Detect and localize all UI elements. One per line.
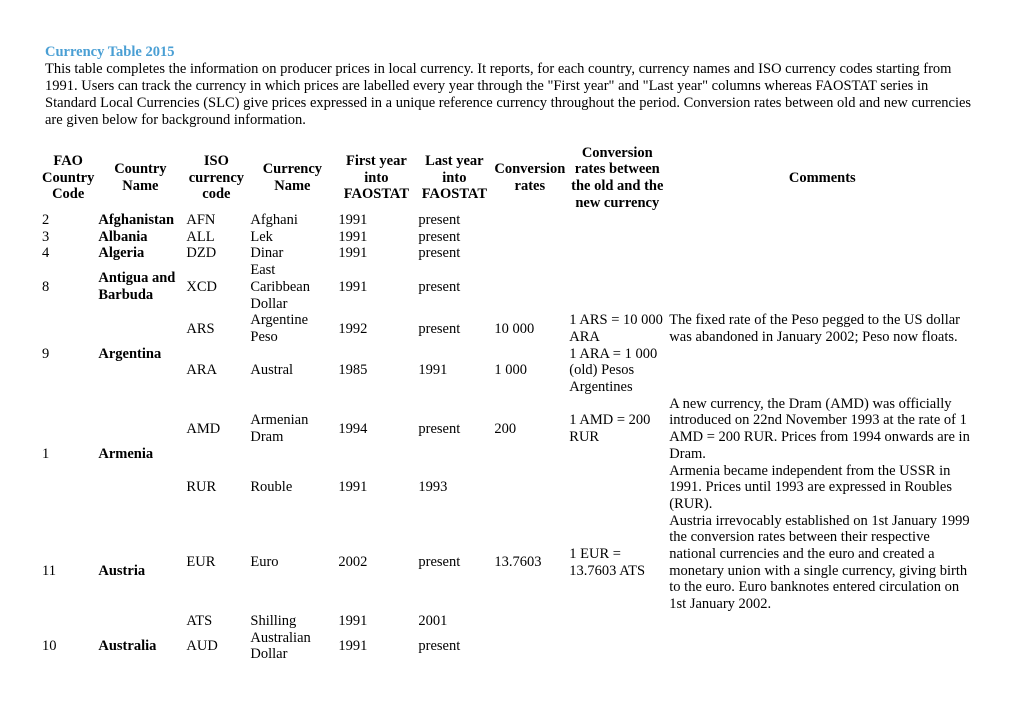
cell-conversion-rate: 200 — [494, 420, 517, 437]
cell-currency: Dinar — [250, 245, 284, 262]
cell-conversion-between: 1 EUR = 13.7603 ATS — [569, 546, 646, 579]
header-conversion-rates: Conversion rates — [494, 161, 566, 194]
cell-code: 9 — [42, 345, 50, 362]
cell-conversion-between: 1 ARA = 1 000 (old) Pesos Argentines — [569, 345, 658, 396]
header-conversion-between: Conversion rates between the old and the new currency — [571, 144, 664, 211]
cell-code: 8 — [42, 278, 50, 295]
cell-last-year: 2001 — [418, 612, 448, 629]
cell-iso: XCD — [186, 278, 217, 295]
cell-code: 3 — [42, 228, 50, 245]
cell-last-year: present — [418, 212, 461, 228]
cell-conversion-between: 1 ARS = 10 000 ARA — [569, 312, 663, 345]
header-first-year: First year into FAOSTAT — [343, 152, 409, 203]
cell-last-year: present — [418, 228, 461, 245]
cell-iso: ARA — [186, 362, 217, 379]
table-row-armenia-amd — [40, 396, 977, 463]
cell-country: Austria — [98, 562, 146, 579]
table-row-albania — [40, 229, 977, 246]
cell-conversion-rate: 13.7603 — [494, 554, 542, 571]
table-row-algeria — [40, 245, 977, 262]
cell-first-year: 1992 — [338, 320, 368, 337]
header-fao-code: FAO Country Code — [42, 152, 95, 203]
header-row — [40, 144, 977, 212]
cell-iso: DZD — [186, 245, 217, 262]
cell-comment: A new currency, the Dram (AMD) was officially introduced on 22nd November 1993 at the rate of 1 AMD = 200 RUR. Prices from 1994 onwards are in Dram. — [669, 395, 970, 462]
cell-iso: AFN — [186, 212, 216, 228]
header-comments: Comments — [788, 169, 856, 186]
cell-country: Armenia — [98, 445, 154, 462]
cell-iso: ARS — [186, 320, 215, 337]
cell-last-year: present — [418, 637, 461, 654]
cell-first-year: 1991 — [338, 228, 368, 245]
cell-first-year: 1991 — [338, 479, 368, 496]
currency-table — [40, 144, 977, 663]
cell-last-year: 1993 — [418, 479, 448, 496]
cell-code: 10 — [42, 637, 57, 654]
cell-iso: ATS — [186, 612, 213, 629]
cell-currency: Afghani — [250, 212, 298, 228]
cell-currency: Australian Dollar — [250, 629, 311, 663]
cell-currency: Lek — [250, 228, 273, 245]
table-row-afghanistan — [40, 212, 977, 229]
header-last-year: Last year into FAOSTAT — [421, 152, 487, 203]
cell-country: Antigua and Barbuda — [98, 270, 176, 304]
cell-first-year: 1985 — [338, 362, 368, 379]
cell-first-year: 1991 — [338, 278, 368, 295]
cell-iso: ALL — [186, 228, 215, 245]
intro-paragraph: This table completes the information on producer prices in local currency. It reports, for each country, currency names and ISO currency codes starting from 1991. Users can track the currency in which prices are labelled every year through the "First year" and "Last year" columns whereas FAOSTAT series in Standard Local Currencies (SLC) give prices expressed in a unique reference currency throughout the period. Conversion rates between old and new currencies are given below for background information. — [45, 61, 972, 128]
cell-country: Algeria — [98, 245, 145, 262]
cell-country: Afghanistan — [98, 212, 175, 228]
cell-country: Argentina — [98, 345, 162, 362]
cell-comment: Armenia became independent from the USSR in 1991. Prices until 1993 are expressed in Roubles (RUR). — [669, 462, 952, 512]
table-row-argentina-ars — [40, 312, 977, 345]
cell-first-year: 1991 — [338, 245, 368, 262]
header-country: Country Name — [114, 161, 167, 194]
cell-first-year: 2002 — [338, 554, 368, 571]
cell-country: Albania — [98, 228, 148, 245]
cell-last-year: present — [418, 278, 461, 295]
cell-conversion-rate: 1 000 — [494, 362, 527, 379]
cell-iso: AMD — [186, 420, 221, 437]
cell-last-year: present — [418, 320, 461, 337]
cell-first-year: 1991 — [338, 612, 368, 629]
table-row-australia — [40, 630, 977, 663]
cell-currency: East Caribbean Dollar — [250, 262, 310, 312]
cell-last-year: present — [418, 420, 461, 437]
cell-code: 2 — [42, 212, 50, 228]
cell-code: 1 — [42, 445, 50, 462]
cell-iso: EUR — [186, 554, 216, 571]
cell-last-year: 1991 — [418, 362, 448, 379]
cell-comment: Austria irrevocably established on 1st January 1999 the conversion rates between their respective national currencies and the euro and created a monetary union with a single currency, giving birth to the euro. Euro banknotes entered circulation on 1st January 2002. — [669, 512, 970, 613]
document-title: Currency Table 2015 — [45, 44, 175, 60]
cell-code: 4 — [42, 245, 50, 262]
cell-last-year: present — [418, 245, 461, 262]
cell-comment: The fixed rate of the Peso pegged to the US dollar was abandoned in January 2002; Peso now floats. — [669, 312, 961, 345]
cell-currency: Euro — [250, 554, 279, 571]
cell-currency: Argentine Peso — [250, 312, 309, 345]
cell-conversion-between: 1 AMD = 200 RUR — [569, 412, 651, 446]
cell-conversion-rate: 10 000 — [494, 320, 535, 337]
cell-currency: Austral — [250, 362, 294, 379]
cell-iso: RUR — [186, 479, 217, 496]
header-iso: ISO currency code — [188, 152, 245, 203]
cell-first-year: 1991 — [338, 212, 368, 228]
cell-iso: AUD — [186, 637, 218, 654]
cell-first-year: 1994 — [338, 420, 368, 437]
cell-currency: Armenian Dram — [250, 412, 309, 446]
cell-country: Australia — [98, 637, 157, 654]
header-currency: Currency Name — [262, 161, 323, 194]
cell-last-year: present — [418, 554, 461, 571]
cell-code: 11 — [42, 562, 56, 579]
cell-currency: Rouble — [250, 479, 293, 496]
cell-currency: Shilling — [250, 612, 297, 629]
cell-first-year: 1991 — [338, 637, 368, 654]
table-row-antigua — [40, 262, 977, 312]
table-row-austria-eur — [40, 513, 977, 613]
